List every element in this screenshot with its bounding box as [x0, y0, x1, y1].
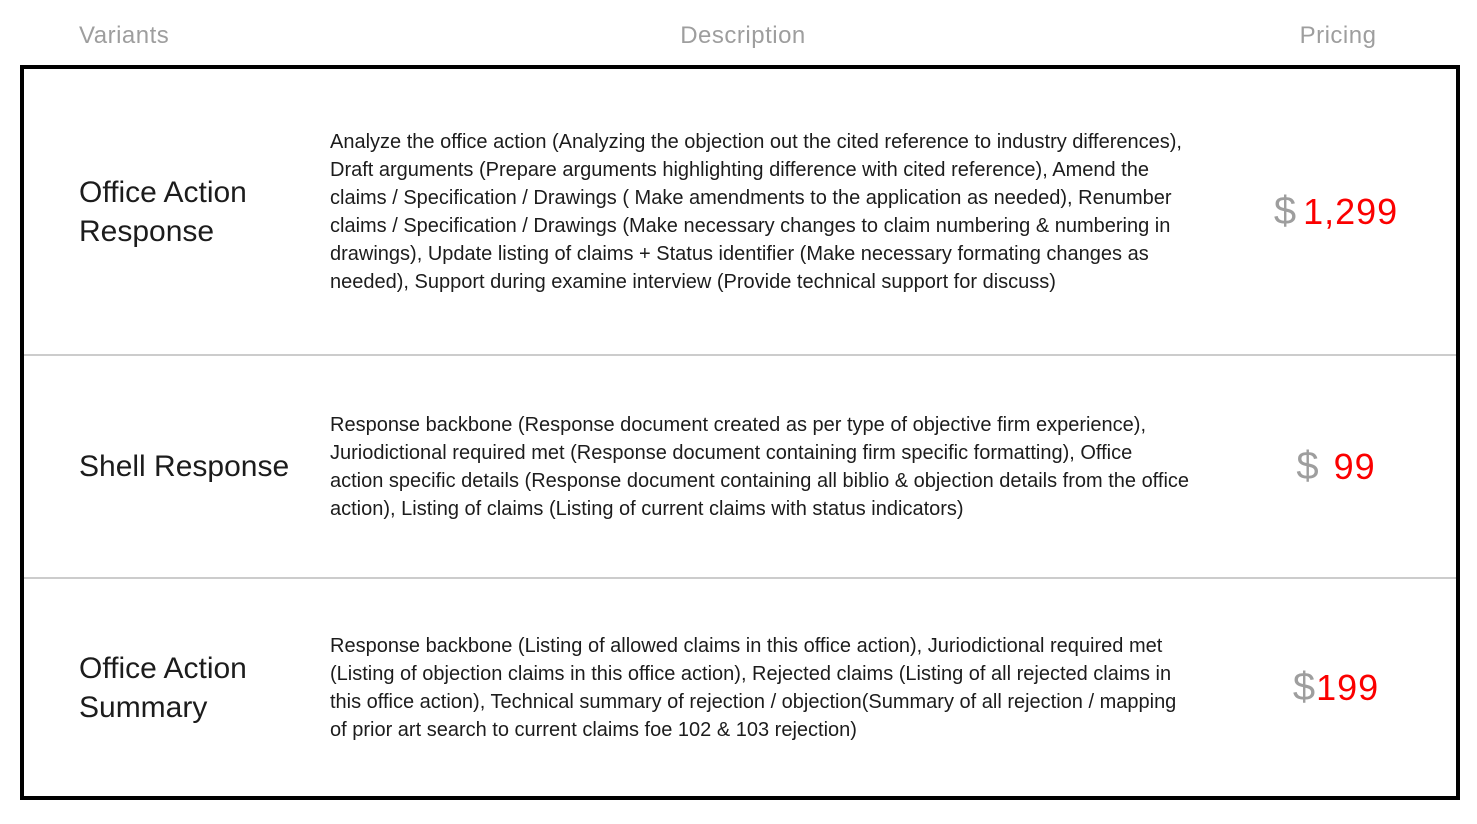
variant-name: Office Action Summary — [79, 651, 247, 724]
variant-description: Response backbone (Listing of allowed claims in this office action), Juriodictional required met (Listing of objection claims in this office action), Rejected claims (Listing of all rejected claims in this office action), Technical summary of rejection / objection(Summary of all rejection / mapping of prior art search to current claims foe 102 & 103 rejection) — [330, 634, 1177, 741]
table-row-office-action-summary — [24, 579, 1456, 796]
price — [1216, 189, 1456, 234]
price — [1216, 444, 1456, 489]
price — [1216, 665, 1456, 710]
column-header-variants: Variants — [79, 21, 170, 49]
currency-symbol: $ — [1273, 189, 1297, 233]
variant-description: Response backbone (Response document created as per type of objective firm experience), Juriodictional required met (Response document containing firm specific formatting), Office action specific details (Response document containing all biblio & objection details from the office action), Listing of claims (Listing of current claims with status indicators) — [330, 413, 1190, 520]
column-header-pricing: Pricing — [1299, 21, 1377, 49]
currency-symbol: $ — [1292, 665, 1316, 709]
variant-description: Analyze the office action (Analyzing the objection out the cited reference to industry differences), Draft arguments (Prepare arguments highlighting difference with cited reference), Amend the claims / Specification / Drawings ( Make amendments to the application as needed), Renumber claims / Specification / Drawings (Make necessary changes to claim numbering & numbering in drawings), Update listing of claims + Status identifier (Make necessary formating changes as needed), Support during examine interview (Provide technical support for discuss) — [330, 130, 1182, 293]
pricing-table-box — [20, 65, 1460, 800]
table-row-office-action-response — [24, 69, 1456, 356]
price-amount: 199 — [1316, 667, 1380, 708]
currency-symbol: $ — [1296, 444, 1319, 488]
variant-name: Shell Response — [79, 450, 290, 483]
variant-name: Office Action Response — [79, 175, 247, 248]
price-amount: 99 — [1333, 446, 1376, 487]
table-header-row — [0, 0, 1477, 65]
price-amount: 1,299 — [1303, 191, 1399, 232]
column-header-description: Description — [680, 21, 806, 49]
table-row-shell-response — [24, 356, 1456, 579]
